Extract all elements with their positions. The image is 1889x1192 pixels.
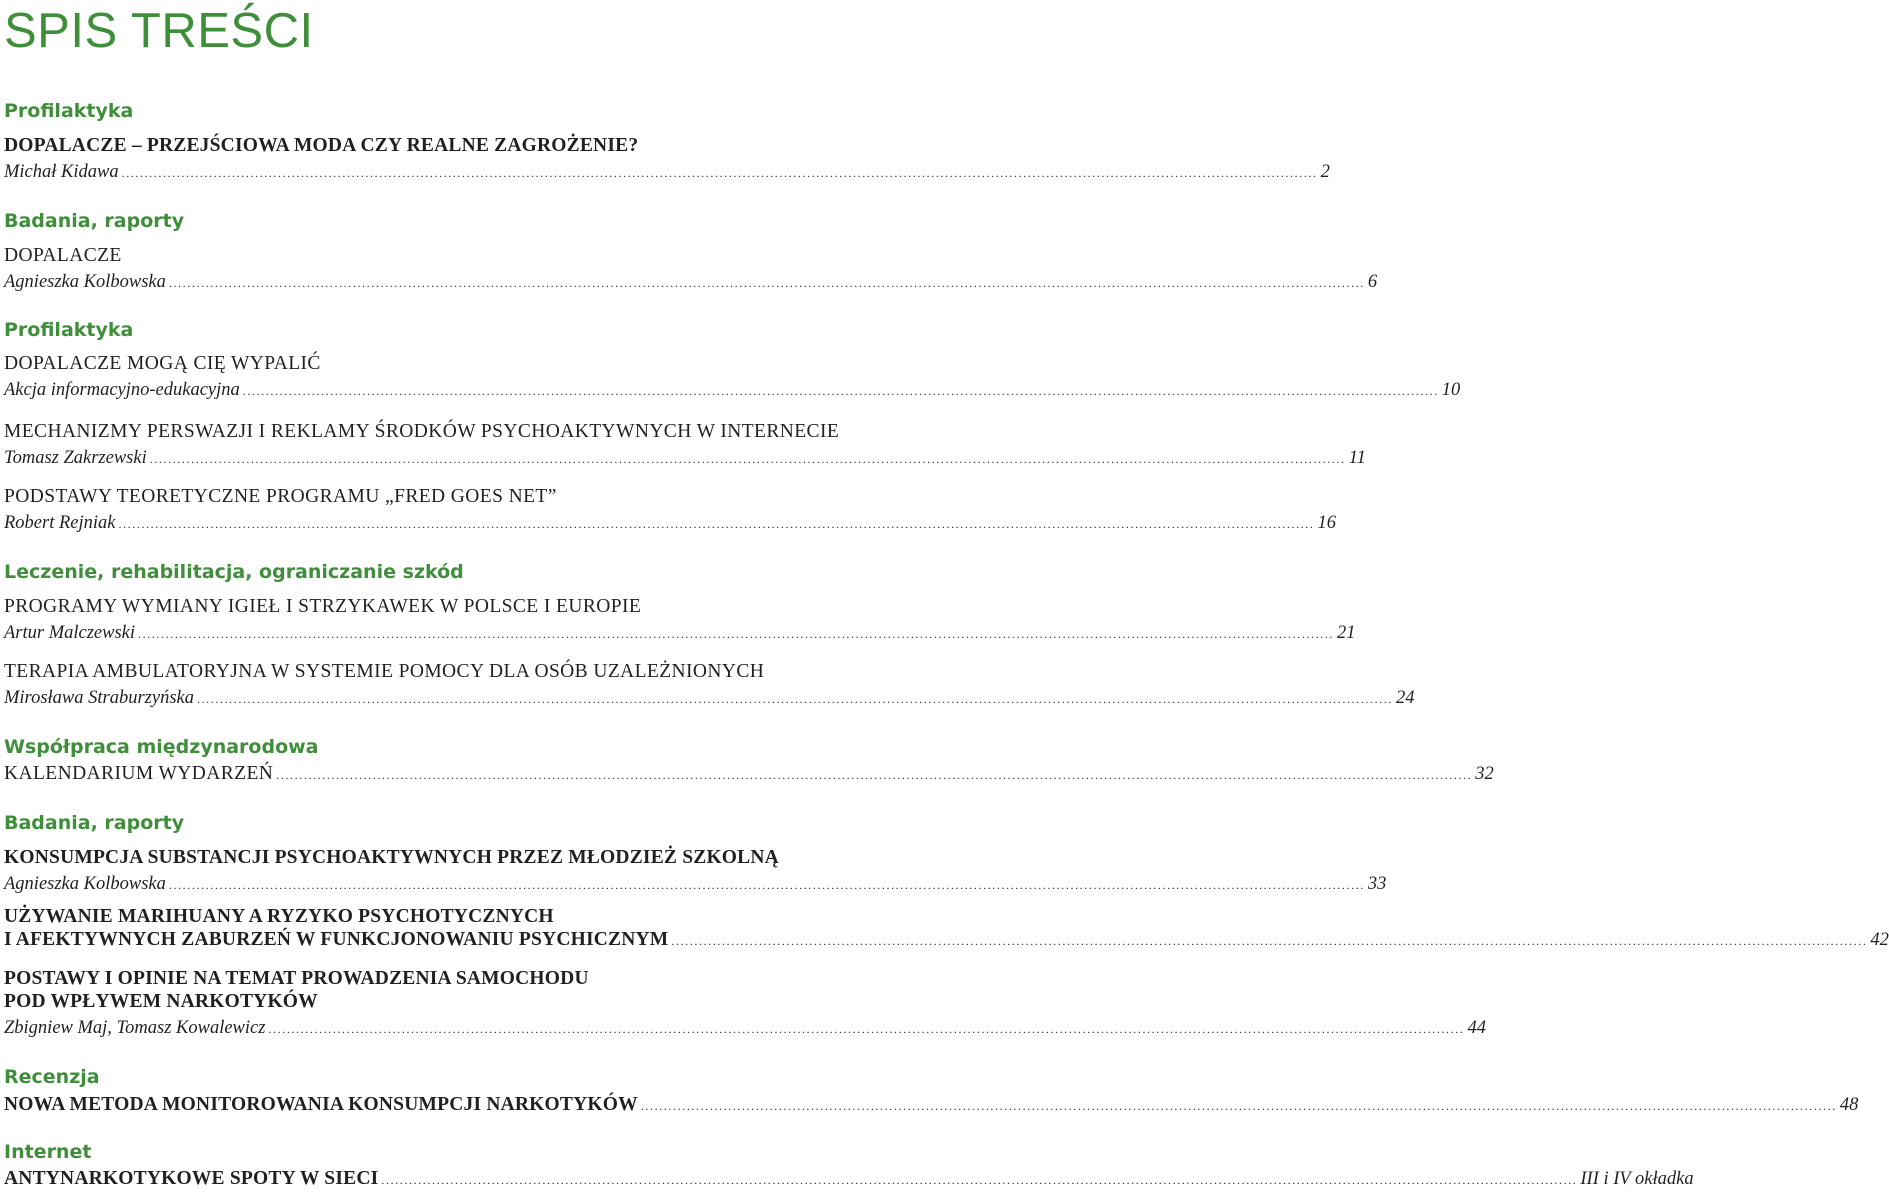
section-heading: Badania, raporty (4, 812, 185, 834)
article-title: DOPALACZE (4, 245, 122, 266)
section-heading: Profilaktyka (4, 100, 134, 122)
page-number: 2 (1320, 162, 1330, 182)
section-heading: Badania, raporty (4, 210, 185, 232)
page-number: 24 (1395, 688, 1415, 708)
article-author: Agnieszka Kolbowska (4, 874, 166, 894)
toc-line[interactable] (4, 873, 1387, 897)
article-author: Zbigniew Maj, Tomasz Kowalewicz (4, 1018, 266, 1038)
toc-line[interactable] (4, 1093, 1859, 1118)
page-title: SPIS TREŚCI (4, 4, 314, 58)
dot-leader: .................................................................................................................................................................................................................................................................... (640, 1099, 1837, 1113)
article-author: Robert Rejniak (4, 513, 116, 533)
dot-leader: .................................................................................................................................................................................................................................................................... (118, 517, 1315, 531)
article-title: KONSUMPCJA SUBSTANCJI PSYCHOAKTYWNYCH PRZEZ MŁODZIEŻ SZKOLNĄ (4, 847, 779, 868)
page-number: 10 (1441, 380, 1461, 400)
article-title: PROGRAMY WYMIANY IGIEŁ I STRZYKAWEK W POLSCE I EUROPIE (4, 596, 642, 617)
page-number: 48 (1839, 1095, 1859, 1115)
article-title-continued: POD WPŁYWEM NARKOTYKÓW (4, 991, 318, 1012)
section-heading: Recenzja (4, 1066, 100, 1088)
dot-leader: .................................................................................................................................................................................................................................................................... (671, 934, 1868, 948)
article-author: Michał Kidawa (4, 162, 119, 182)
article-title: NOWA METODA MONITOROWANIA KONSUMPCJI NARKOTYKÓW (4, 1094, 638, 1115)
dot-leader: .................................................................................................................................................................................................................................................................... (168, 276, 1365, 290)
article-title: ANTYNARKOTYKOWE SPOTY W SIECI (4, 1168, 379, 1189)
section-heading: Internet (4, 1141, 92, 1163)
dot-leader: .................................................................................................................................................................................................................................................................... (168, 878, 1365, 892)
dot-leader: .................................................................................................................................................................................................................................................................... (268, 1022, 1465, 1036)
section-heading: Współpraca międzynarodowa (4, 736, 319, 758)
article-author: Agnieszka Kolbowska (4, 272, 166, 292)
article-title: POSTAWY I OPINIE NA TEMAT PROWADZENIA SAMOCHODU (4, 968, 589, 989)
section-heading: Profilaktyka (4, 319, 134, 341)
article-author: Akcja informacyjno-edukacyjna (4, 380, 240, 400)
article-title: DOPALACZE – PRZEJŚCIOWA MODA CZY REALNE ZAGROŻENIE? (4, 135, 639, 156)
toc-line[interactable] (4, 928, 1889, 953)
toc-line[interactable] (4, 161, 1330, 185)
article-title: KALENDARIUM WYDARZEŃ (4, 763, 274, 784)
article-title: DOPALACZE MOGĄ CIĘ WYPALIĆ (4, 353, 321, 374)
page-number: 6 (1367, 272, 1378, 292)
page-number: 32 (1475, 764, 1494, 784)
dot-leader: .................................................................................................................................................................................................................................................................... (138, 627, 1335, 641)
article-title: UŻYWANIE MARIHUANY A RYZYKO PSYCHOTYCZNYCH (4, 906, 554, 927)
page-number: 21 (1337, 623, 1356, 643)
article-title-continued: I AFEKTYWNYCH ZABURZEŃ W FUNKCJONOWANIU PSYCHICZNYM (4, 929, 669, 950)
page-number: 42 (1870, 930, 1889, 950)
dot-leader: .................................................................................................................................................................................................................................................................... (196, 692, 1393, 706)
article-title: PODSTAWY TEORETYCZNE PROGRAMU „FRED GOES NET” (4, 486, 557, 507)
dot-leader: .................................................................................................................................................................................................................................................................... (149, 452, 1346, 466)
dot-leader: .................................................................................................................................................................................................................................................................... (242, 384, 1439, 398)
dot-leader: .................................................................................................................................................................................................................................................................... (121, 166, 1318, 180)
toc-line[interactable] (4, 622, 1356, 646)
dot-leader: .................................................................................................................................................................................................................................................................... (276, 768, 1473, 782)
page-number: 16 (1317, 513, 1336, 533)
article-author: Tomasz Zakrzewski (4, 448, 147, 468)
page-number: 11 (1348, 448, 1366, 468)
toc-line[interactable] (4, 762, 1494, 787)
page-number: 33 (1367, 874, 1387, 894)
section-heading: Leczenie, rehabilitacja, ograniczanie szkód (4, 561, 464, 583)
toc-line[interactable] (4, 1017, 1486, 1041)
toc-line[interactable] (4, 512, 1336, 536)
toc-line[interactable] (4, 379, 1461, 403)
toc-line[interactable] (4, 687, 1415, 711)
article-author: Artur Malczewski (4, 623, 136, 643)
toc-line[interactable] (4, 271, 1378, 295)
article-author: Mirosława Straburzyńska (4, 688, 194, 708)
page-number: 44 (1467, 1018, 1486, 1038)
page-number: III i IV okładka (1580, 1169, 1694, 1189)
dot-leader: .................................................................................................................................................................................................................................................................... (381, 1173, 1578, 1187)
article-title: TERAPIA AMBULATORYJNA W SYSTEMIE POMOCY DLA OSÓB UZALEŻNIONYCH (4, 661, 765, 682)
toc-line[interactable] (4, 1167, 1694, 1192)
article-title: MECHANIZMY PERSWAZJI I REKLAMY ŚRODKÓW PSYCHOAKTYWNYCH W INTERNECIE (4, 421, 840, 442)
toc-line[interactable] (4, 447, 1366, 471)
